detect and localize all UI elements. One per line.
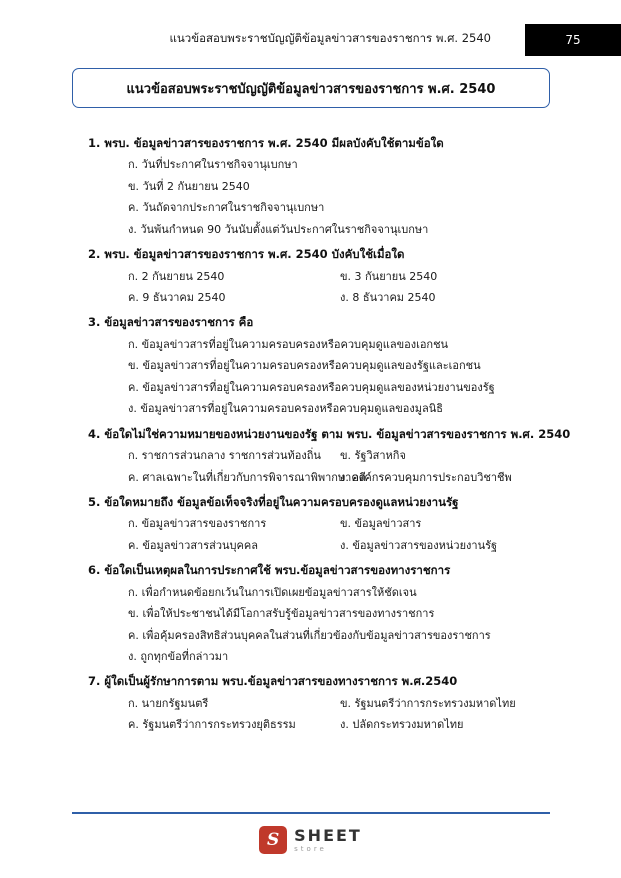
choice-group [88, 693, 558, 736]
page-number-badge: 75 [525, 24, 621, 56]
choice-option[interactable]: ค. วันถัดจากประกาศในราชกิจจานุเบกษา [128, 201, 325, 215]
choice-option[interactable]: ก. 2 กันยายน 2540 [128, 269, 225, 283]
choice-row [128, 445, 558, 466]
choice-row [128, 467, 558, 488]
question-text: 7. ผู้ใดเป็นผู้รักษาการตาม พรบ.ข้อมูลข่าวสารของทางราชการ พ.ศ.2540 [88, 674, 458, 689]
document-title-box [72, 68, 550, 108]
choice-option[interactable]: ข. 3 กันยายน 2540 [340, 269, 438, 283]
question-text: 1. พรบ. ข้อมูลข่าวสารของราชการ พ.ศ. 2540 มีผลบังคับใช้ตามข้อใด [88, 136, 444, 150]
choice-option[interactable]: ก. นายกรัฐมนตรี [128, 696, 209, 710]
choice-row [128, 582, 558, 603]
choice-option[interactable]: ข. รัฐมนตรีว่าการกระทรวงมหาดไทย [340, 696, 516, 710]
choice-row [128, 625, 558, 646]
logo-subtext: store [294, 844, 327, 853]
choice-row [128, 513, 558, 534]
choice-option[interactable]: ง. ปลัดกระทรวงมหาดไทย [340, 718, 464, 732]
choice-group [88, 266, 558, 309]
choice-row [128, 287, 558, 308]
choice-option[interactable]: ค. เพื่อคุ้มครองสิทธิส่วนบุคคลในส่วนที่เกี่ยวข้องกับข้อมูลข่าวสารของราชการ [128, 628, 491, 642]
choice-option[interactable]: ก. ข้อมูลข่าวสารที่อยู่ในความครอบครองหรือควบคุมดูแลของเอกชน [128, 337, 449, 351]
choice-option[interactable]: ก. เพื่อกำหนดข้อยกเว้นในการเปิดเผยข้อมูลข่าวสารให้ชัดเจน [128, 585, 417, 599]
choice-group [88, 154, 558, 240]
choice-row [128, 693, 558, 714]
choice-row [128, 714, 558, 735]
choice-row [128, 197, 558, 218]
footer-logo [0, 826, 621, 854]
choice-row [128, 266, 558, 287]
choice-option[interactable]: ข. เพื่อให้ประชาชนได้มีโอกาสรับรู้ข้อมูลข่าวสารของทางราชการ [128, 607, 435, 621]
question-block [88, 132, 558, 240]
choice-row [128, 603, 558, 624]
choice-option[interactable]: ค. ข้อมูลข่าวสารที่อยู่ในความครอบครองหรือควบคุมดูแลของหน่วยงานของรัฐ [128, 380, 495, 394]
choice-row [128, 355, 558, 376]
page-header [0, 24, 621, 56]
choice-option[interactable]: ง. องค์กรควบคุมการประกอบวิชาชีพ [340, 470, 512, 484]
question-text: 5. ข้อใดหมายถึง ข้อมูลข้อเท็จจริงที่อยู่ในความครอบครองดูแลหน่วยงานรัฐ [88, 494, 459, 509]
choice-row [128, 154, 558, 175]
choice-row [128, 219, 558, 240]
question-block [88, 559, 558, 667]
question-block [88, 243, 558, 308]
question-text: 2. พรบ. ข้อมูลข่าวสารของราชการ พ.ศ. 2540 บังคับใช้เมื่อใด [88, 247, 405, 262]
logo-wordmark: SHEET [294, 825, 362, 845]
choice-row [128, 334, 558, 355]
sheet-logo-icon: S [259, 826, 287, 854]
choice-option[interactable]: ง. 8 ธันวาคม 2540 [340, 291, 436, 305]
question-block [88, 423, 571, 488]
question-list [88, 132, 571, 739]
question-block [88, 670, 558, 735]
choice-option[interactable]: ง. วันพ้นกำหนด 90 วันนับตั้งแต่วันประกาศในราชกิจจานุเบกษา [128, 222, 429, 236]
choice-group [88, 513, 558, 556]
question-text: 6. ข้อใดเป็นเหตุผลในการประกาศใช้ พรบ.ข้อมูลข่าวสารของทางราชการ [88, 563, 451, 578]
choice-row [128, 377, 558, 398]
choice-group [88, 582, 558, 668]
question-block [88, 491, 558, 556]
choice-option[interactable]: ก. ราชการส่วนกลาง ราชการส่วนท้องถิ่น [128, 449, 321, 463]
choice-option[interactable]: ข. รัฐวิสาหกิจ [340, 449, 406, 463]
choice-option[interactable]: ง. ถูกทุกข้อที่กล่าวมา [128, 649, 229, 663]
question-block [88, 311, 558, 419]
page-title: แนวข้อสอบพระราชบัญญัติข้อมูลข่าวสารของราชการ พ.ศ. 2540 [126, 81, 496, 97]
choice-option[interactable]: ค. รัฐมนตรีว่าการกระทรวงยุติธรรม [128, 718, 296, 732]
choice-option[interactable]: ค. ศาลเฉพาะในที่เกี่ยวกับการพิจารณาพิพากษาคดี [128, 470, 366, 484]
choice-option[interactable]: ข. ข้อมูลข่าวสารที่อยู่ในความครอบครองหรือควบคุมดูแลของรัฐและเอกชน [128, 359, 481, 373]
question-text: 4. ข้อใดไม่ใช่ความหมายของหน่วยงานของรัฐ ตาม พรบ. ข้อมูลข่าวสารของราชการ พ.ศ. 2540 [88, 426, 571, 441]
question-text: 3. ข้อมูลข่าวสารของราชการ คือ [88, 315, 254, 330]
choice-row [128, 176, 558, 197]
choice-option[interactable]: ข. ข้อมูลข่าวสาร [340, 517, 422, 531]
running-title: แนวข้อสอบพระราชบัญญัติข้อมูลข่าวสารของราชการ พ.ศ. 2540 [169, 31, 491, 45]
choice-option[interactable]: ค. 9 ธันวาคม 2540 [128, 291, 226, 305]
logo-text-group [294, 825, 362, 853]
choice-option[interactable]: ก. ข้อมูลข่าวสารของราชการ [128, 517, 267, 531]
choice-option[interactable]: ง. ข้อมูลข่าวสารของหน่วยงานรัฐ [340, 538, 498, 552]
choice-group [88, 445, 558, 488]
choice-option[interactable]: ก. วันที่ประกาศในราชกิจจานุเบกษา [128, 158, 298, 172]
choice-row [128, 398, 558, 419]
choice-option[interactable]: ค. ข้อมูลข่าวสารส่วนบุคคล [128, 538, 258, 552]
footer-divider [72, 812, 550, 814]
choice-option[interactable]: ข. วันที่ 2 กันยายน 2540 [128, 179, 250, 193]
choice-row [128, 646, 558, 667]
choice-option[interactable]: ง. ข้อมูลข่าวสารที่อยู่ในความครอบครองหรือควบคุมดูแลของมูลนิธิ [128, 402, 443, 416]
choice-row [128, 535, 558, 556]
choice-group [88, 334, 558, 420]
